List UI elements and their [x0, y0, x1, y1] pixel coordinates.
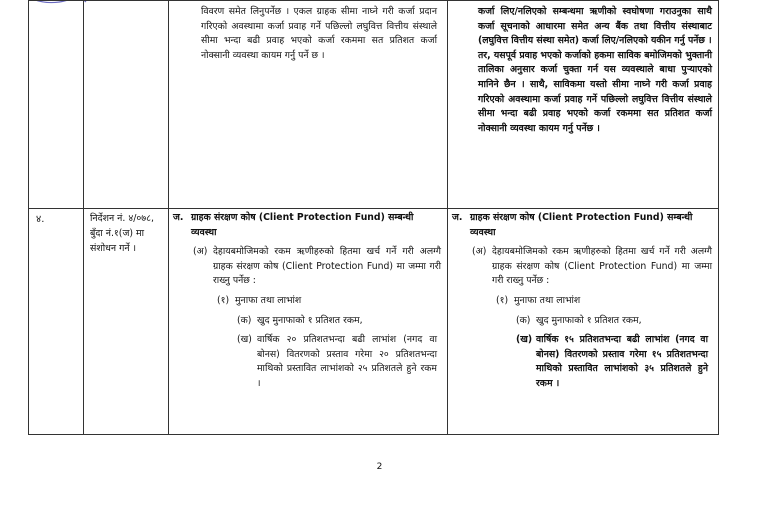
current-provision-text: विवरण समेत लिनुपर्नेछ । एकल ग्राहक सीमा नाघ्ने गरी कर्जा प्रदान गरिएको अवस्थामा कर्जा प्रवाह गर्ने पछिल्लो लघुवित्त वित्तीय संस्थाले सीमा भन्दा बढी प्रवाह भएको कर्जा रकममा सत प्रतिशत कर्जा नोक्सानी व्यवस्था कायम गर्नु पर्ने छ । [201, 6, 437, 61]
current-provision-cell [169, 209, 448, 435]
sub-item-marker: (क) [237, 314, 252, 326]
item-text: मुनाफा तथा लाभांश [514, 294, 581, 306]
para-marker: (अ) [193, 246, 208, 258]
table-row [29, 1, 719, 209]
para-text: देहायबमोजिमको रकम ऋणीहरुको हितमा खर्च गर्ने गरी अलग्गै ग्राहक संरक्षण कोष (Client Protection Fund) मा जम्मा गरी राख्नु पर्नेछ : [492, 246, 712, 287]
provision-heading [452, 211, 712, 240]
para-text: देहायबमोजिमको रकम ऋणीहरुको हितमा खर्च गर्ने गरी अलग्गै ग्राहक संरक्षण कोष (Client Protection Fund) मा जम्मा गरी राख्नु पर्नेछ : [213, 246, 441, 287]
serial-cell [29, 1, 84, 209]
clause-letter: ज. [452, 212, 463, 223]
proposed-provision-cell [448, 1, 719, 209]
clause-letter: ज. [173, 212, 184, 223]
directive-reference: निर्देशन नं. ४/०७८, बुँदा नं.१(ज) मा संशोधन गर्ने । [90, 213, 154, 254]
item-marker: (१) [496, 294, 509, 306]
provision-title: ग्राहक संरक्षण कोष (Client Protection Fund) सम्बन्धी व्यवस्था [191, 212, 414, 238]
item-marker: (१) [217, 294, 230, 306]
amendment-table [28, 0, 719, 435]
proposed-provision-cell [448, 209, 719, 435]
provision-title: ग्राहक संरक्षण कोष (Client Protection Fund) सम्बन्धी व्यवस्था [470, 212, 693, 238]
item-text: मुनाफा तथा लाभांश [235, 294, 302, 306]
para-marker: (अ) [472, 246, 487, 258]
sub-item-text: वार्षिक २० प्रतिशतभन्दा बढी लाभांश (नगद वा बोनस) वितरणको प्रस्ताव गरेमा २० प्रतिशतभन्दा माथिको प्रस्तावित लाभांशको २५ प्रतिशतले हुने रकम । [257, 334, 437, 389]
reference-cell [84, 1, 169, 209]
proposed-provision-text-2: तर, यसपूर्व प्रवाह भएको कर्जाको हकमा साविक बमोजिमको भुक्तानी तालिका अनुसार कर्जा चुक्ता गर्न यस व्यवस्थाले बाधा पुऱ्याएको मानिने छैन । साथै, साविकमा यस्तो सीमा नाघ्ने गरी कर्जा प्रवाह गरिएको अवस्थामा कर्जा प्रवाह गर्ने पछिल्लो लघुवित्त वित्तीय संस्थाले सीमा भन्दा बढी प्रवाह भएको कर्जा रकममा सत प्रतिशत कर्जा नोक्सानी व्यवस्था कायम गर्नु पर्नेछ । [478, 49, 712, 134]
serial-number: ४. [36, 214, 45, 225]
table-row [29, 209, 719, 435]
sub-item-text: खुद मुनाफाको १ प्रतिशत रकम, [257, 314, 363, 326]
proposed-provision-text-1: कर्जा लिए/नलिएको सम्बन्धमा ऋणीको स्वघोषणा गराउनुका साथै कर्जा सूचनाको आधारमा समेत अन्य बैंक तथा वित्तीय संस्थाबाट (लघुवित्त वित्तीय संस्था समेत) कर्जा लिए/नलिएको यकीन गर्नु पर्नेछ । [478, 6, 712, 47]
page-number: 2 [376, 462, 383, 472]
provision-heading [173, 211, 441, 240]
sub-item-marker: (ख) [237, 334, 252, 346]
current-provision-cell [169, 1, 448, 209]
sub-item-text: खुद मुनाफाको १ प्रतिशत रकम, [536, 314, 642, 326]
reference-cell [84, 209, 169, 435]
sub-item-text: वार्षिक १५ प्रतिशतभन्दा बढी लाभांश (नगद वा बोनस) वितरणको प्रस्ताव गरेमा १५ प्रतिशतभन्दा माथिको प्रस्तावित लाभांशको ३५ प्रतिशतले हुने रकम । [536, 334, 708, 389]
sub-item-marker: (ख) [516, 334, 533, 346]
serial-cell [29, 209, 84, 435]
sub-item-marker: (क) [516, 314, 531, 326]
